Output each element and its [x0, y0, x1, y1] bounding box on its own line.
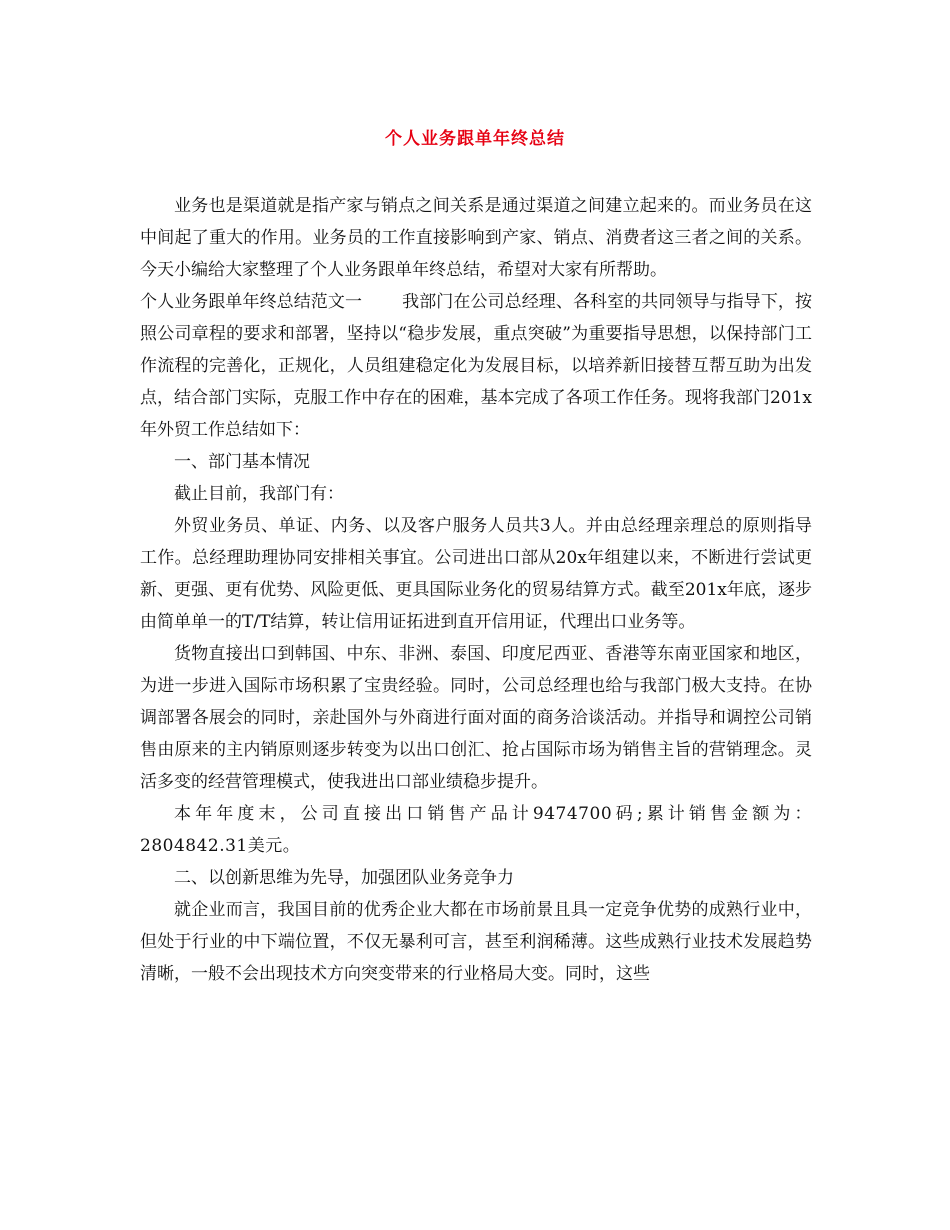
section-heading-text: 个人业务跟单年终总结范文一 — [140, 292, 363, 312]
paragraph-section-heading — [140, 286, 812, 446]
paragraph-enterprise: 就企业而言，我国目前的优秀企业大都在市场前景且具一定竞争优势的成熟行业中，但处于行业的中下端位置，不仅无暴利可言，甚至利润稀薄。这些成熟行业技术发展趋势清晰，一般不会出现技术方向突变带来的行业格局大变。同时，这些 — [140, 900, 812, 984]
section-heading-continuation: 我部门在公司总经理、各科室的共同领导与指导下，按照公司章程的要求和部署，坚持以“稳步发展，重点突破”为重要指导思想，以保持部门工作流程的完善化，正规化，人员组建稳定化为发展目标，以培养新旧接替互帮互助为出发点，结合部门实际，克服工作中存在的困难，基本完成了各项工作任务。现将我部门201x年外贸工作总结如下： — [140, 292, 813, 440]
document-title: 个人业务跟单年终总结 — [385, 129, 565, 149]
paragraph-staff: 外贸业务员、单证、内务、以及客户服务人员共3人。并由总经理亲理总的原则指导工作。总经理助理协同安排相关事宜。公司进出口部从20x年组建以来，不断进行尝试更新、更强、更有优势、风险更低、更具国际业务化的贸易结算方式。截至201x年底，逐步由简单单一的T/T结算，转让信用证拓进到直开信用证，代理出口业务等。 — [140, 516, 812, 632]
paragraph-as-of-now: 截止目前，我部门有： — [174, 484, 344, 504]
paragraph-annual-sales: 本年年度末，公司直接出口销售产品计9474700码;累计销售金额为：2804842.31美元。 — [140, 804, 812, 856]
heading-department-overview: 一、部门基本情况 — [174, 452, 310, 472]
paragraph-intro: 业务也是渠道就是指产家与销点之间关系是通过渠道之间建立起来的。而业务员在这中间起了重大的作用。业务员的工作直接影响到产家、销点、消费者这三者之间的关系。今天小编给大家整理了个人业务跟单年终总结，希望对大家有所帮助。 — [140, 196, 812, 280]
paragraph-export-markets: 货物直接出口到韩国、中东、非洲、泰国、印度尼西亚、香港等东南亚国家和地区，为进一步进入国际市场积累了宝贵经验。同时，公司总经理也给与我部门极大支持。在协调部署各展会的同时，亲赴国外与外商进行面对面的商务洽谈活动。并指导和调控公司销售由原来的主内销原则逐步转变为以出口创汇、抢占国际市场为销售主旨的营销理念。灵活多变的经营管理模式，使我进出口部业绩稳步提升。 — [140, 644, 812, 792]
document-body — [140, 190, 812, 990]
heading-innovation: 二、以创新思维为先导，加强团队业务竞争力 — [174, 868, 514, 888]
